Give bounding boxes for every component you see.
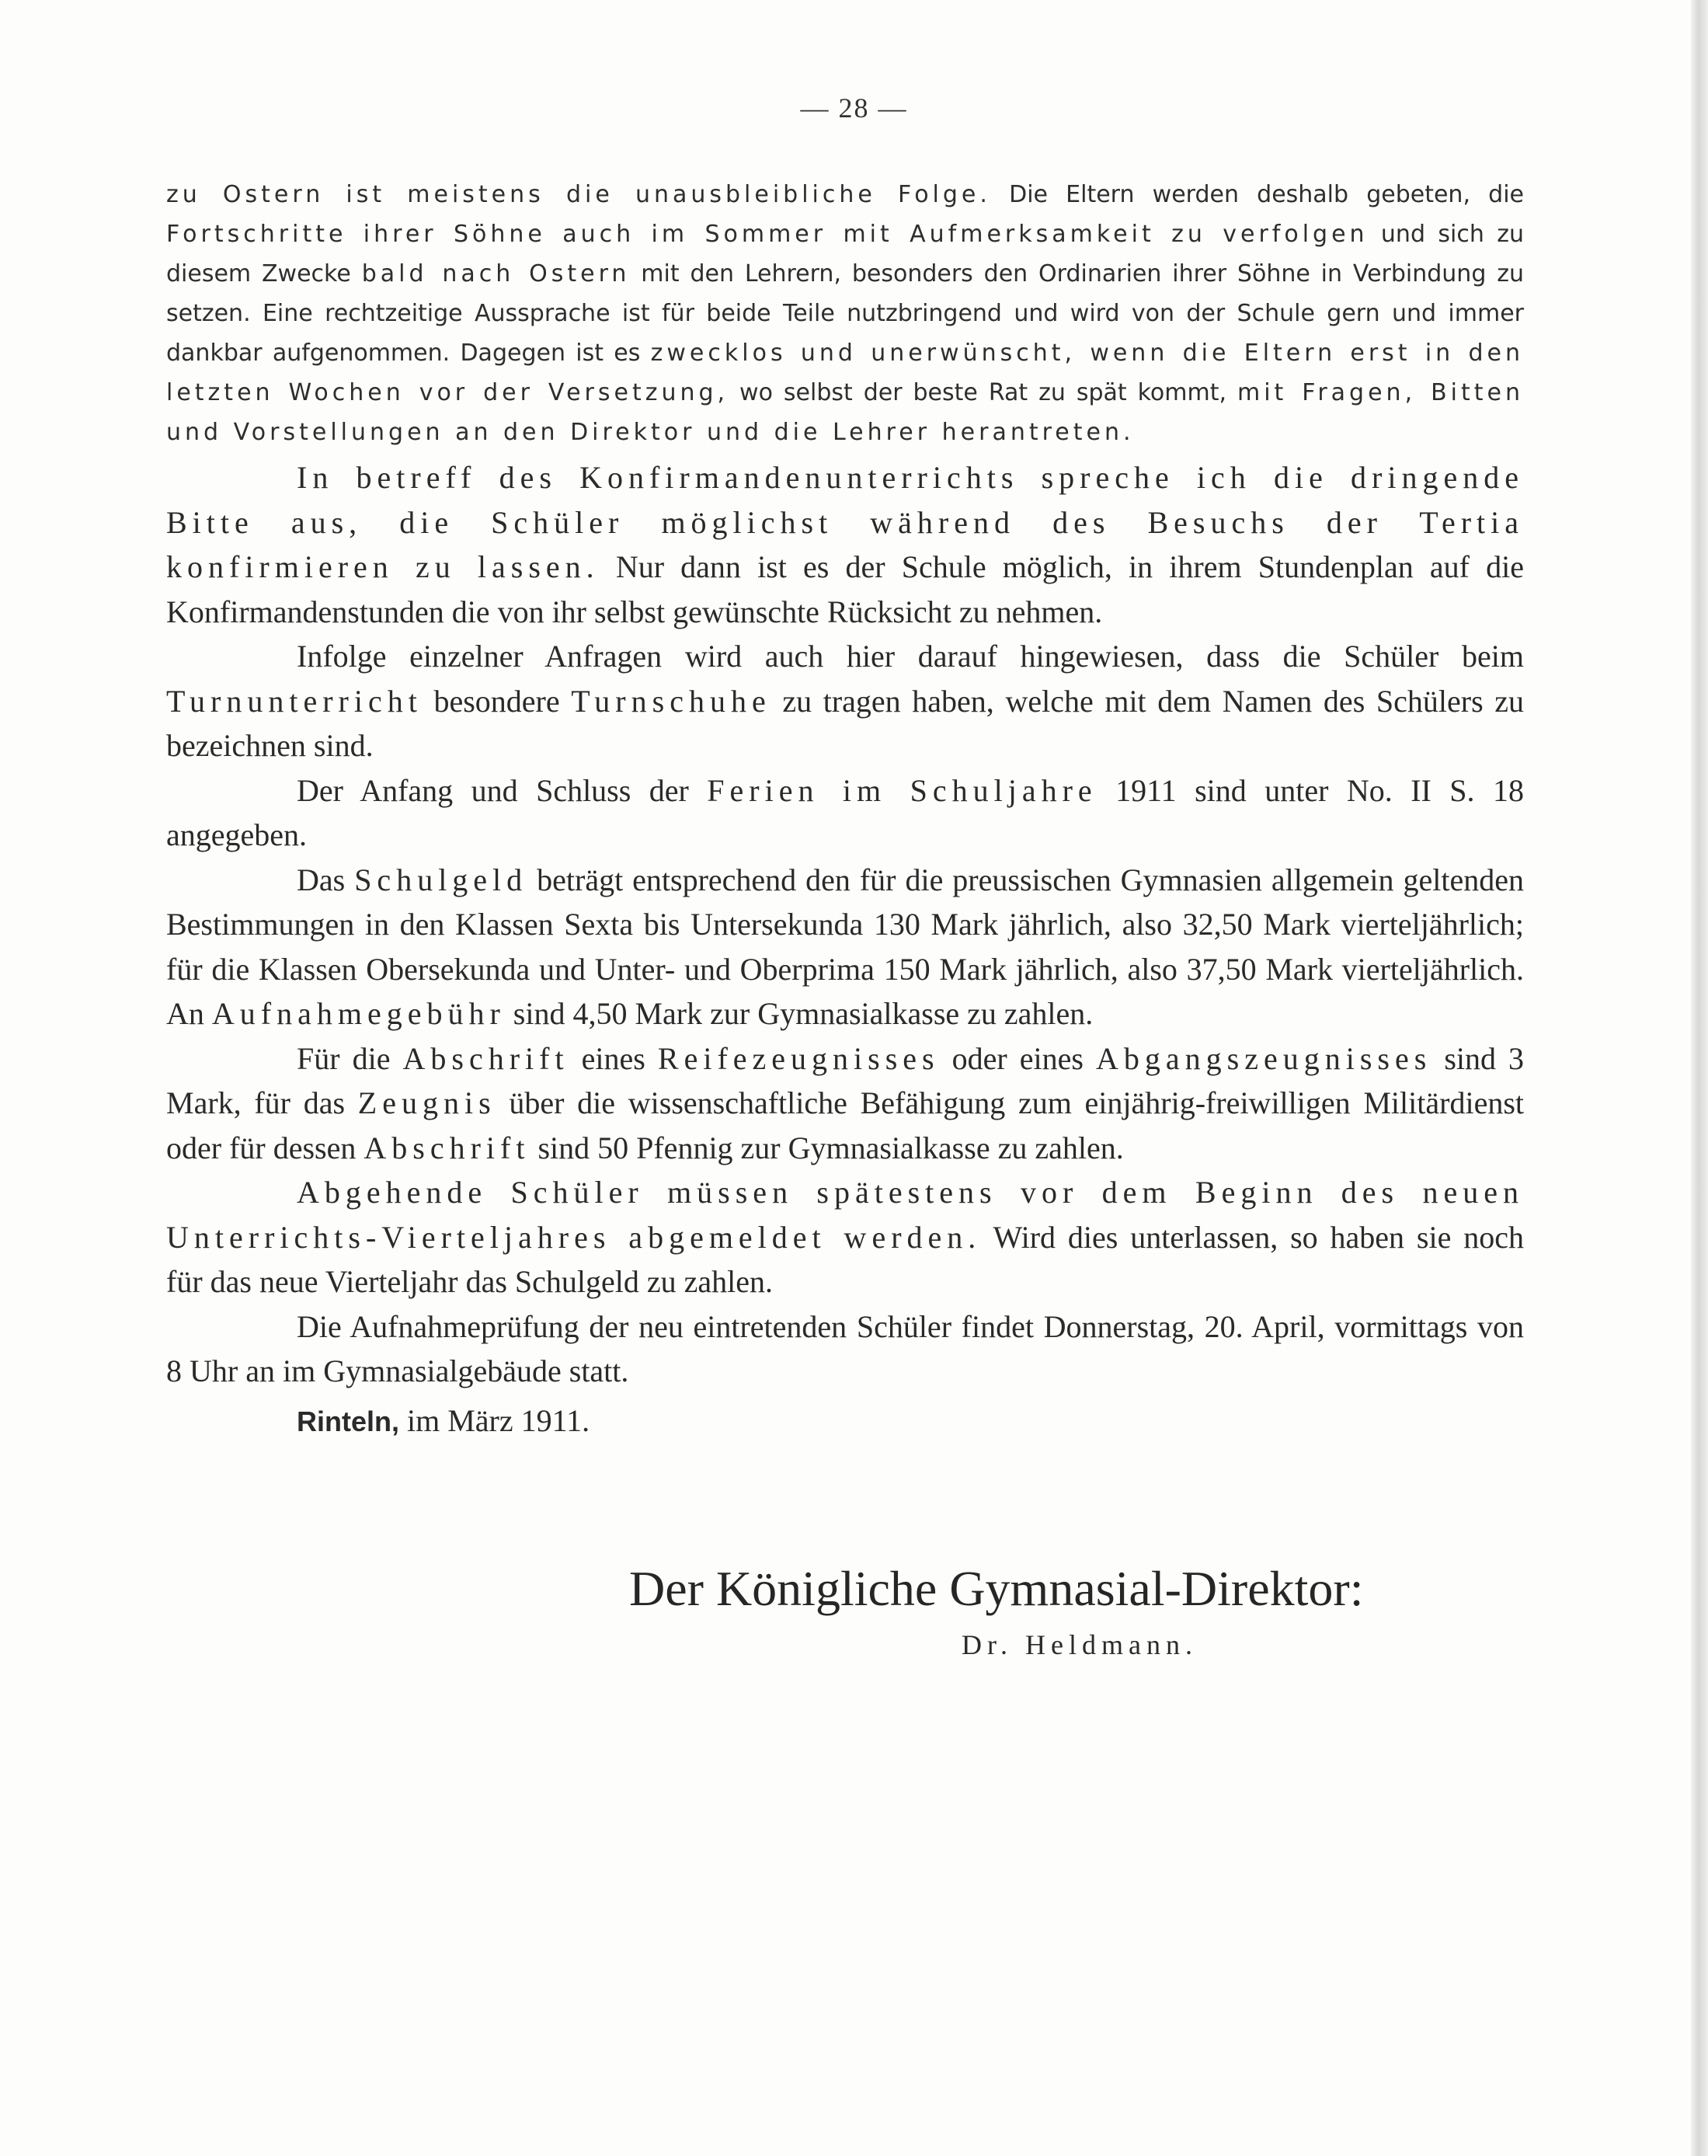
- paragraph-text: oder eines: [951, 1040, 1084, 1076]
- document-body: [166, 175, 1524, 1444]
- paragraph-text: Reifezeugnisses: [657, 1040, 940, 1076]
- place-name: Rinteln,: [297, 1405, 399, 1437]
- intro-text: mit Fragen, Bitten und Vorstellungen an den Direktor und die Lehrer herantreten.: [166, 379, 1524, 446]
- paragraph-schulgeld: [166, 858, 1524, 1036]
- paragraph-text: eines: [581, 1040, 645, 1076]
- paragraph-text: besondere: [433, 683, 560, 719]
- intro-text: bald nach Ostern: [361, 260, 631, 287]
- paragraph-text: sind 3 Mark, für das: [166, 1040, 1525, 1120]
- intro-text: Dagegen ist es: [460, 340, 641, 367]
- paragraph-aufnahmepruefung: Die Aufnahmeprüfung der neu eintretenden Schüler findet Donnerstag, 20. April, vormittags von 8 Uhr an im Gymnasialgebäude statt.: [166, 1308, 1524, 1388]
- paragraph-text: Abgehende Schüler müssen spätestens vor dem Beginn des neuen Unterrichts-Vierteljahres abgemeldet werden.: [166, 1175, 1524, 1255]
- paragraph-text: Aufnahmegebühr: [211, 996, 506, 1031]
- paragraph-ferien: [166, 768, 1524, 858]
- page-number: — 28 —: [800, 92, 908, 124]
- paragraph-text: zu tragen haben, welche mit dem Namen des Schülers zu bezeichnen sind.: [166, 683, 1525, 763]
- paragraph-text: Der Anfang und Schluss der: [297, 772, 689, 808]
- paragraph-text: sind 50 Pfennig zur Gymnasialkasse zu zahlen.: [537, 1130, 1124, 1165]
- paragraph-text: Infolge einzelner Anfragen wird auch hier darauf hingewiesen, dass die Schüler beim: [297, 639, 1524, 674]
- intro-text: zwecklos und unerwünscht, wenn die Eltern erst in den letzten Wochen vor der Versetzung,: [166, 340, 1524, 406]
- paragraph-konfirmation: [166, 455, 1524, 634]
- paragraph-text: Turnunterricht: [166, 683, 423, 719]
- paragraph-text: Turnschuhe: [571, 683, 771, 719]
- intro-text: mit den Lehrern, besonders den Ordinarien ihrer Söhne in Verbindung zu setzen. Eine rechtzeitige Aussprache ist für beide Teile nutzbringend und wird von der Schule gern und immer dankbar aufgenommen.: [166, 260, 1524, 367]
- paragraph-text: 1911 sind unter No. II S. 18 angegeben.: [166, 772, 1524, 852]
- intro-paragraph: [166, 175, 1524, 452]
- paragraph-abschrift: [166, 1036, 1524, 1171]
- scan-edge-shadow: [1691, 0, 1708, 2156]
- paragraph-text: In betreff des Konfirmandenunterrichts spreche ich die dringende Bitte aus, die Schüler möglichst während des Besuchs der Tertia konfirmieren zu lassen.: [166, 460, 1524, 584]
- date-text: im März 1911.: [407, 1402, 590, 1438]
- intro-text: wo selbst der beste Rat zu spät kommt,: [739, 379, 1227, 406]
- paragraph-turnen: [166, 634, 1524, 768]
- intro-text: Die Eltern werden deshalb gebeten, die: [1009, 181, 1524, 208]
- paragraph-text: sind 4,50 Mark zur Gymnasialkasse zu zahlen.: [513, 996, 1094, 1031]
- intro-text: und sich zu diesem Zwecke: [166, 221, 1524, 287]
- paragraph-text: Für die: [297, 1040, 391, 1076]
- intro-text: zu Ostern ist meistens die unausbleibliche Folge.: [166, 181, 991, 208]
- place-date-line: [166, 1398, 1524, 1444]
- paragraph-text: Das: [297, 862, 346, 897]
- paragraph-text: Zeugnis: [357, 1085, 496, 1120]
- signature-name: Dr. Heldmann.: [962, 1629, 1198, 1660]
- paragraph-text: Schulgeld: [354, 862, 528, 897]
- signature-title: Der Königliche Gymnasial-Direktor:: [629, 1561, 1364, 1616]
- paragraph-text: Abgangszeugnisses: [1096, 1040, 1432, 1076]
- paragraph-text: Abschrift: [402, 1040, 569, 1076]
- paragraph-abmeldung: [166, 1170, 1524, 1304]
- paragraph-text: über die wissenschaftliche Befähigung zum einjährig-freiwilligen Militärdienst oder für dessen: [166, 1085, 1525, 1165]
- paragraph-text: Ferien im Schuljahre: [707, 772, 1098, 808]
- paragraph-text: Nur dann ist es der Schule möglich, in ihrem Stundenplan auf die Konfirmandenstunden die von ihr selbst gewünschte Rücksicht zu nehmen.: [166, 549, 1525, 629]
- paragraph-text: Abschrift: [364, 1130, 530, 1165]
- paragraph-text: beträgt entsprechend den für die preussischen Gymnasien allgemein geltenden Bestimmungen in den Klassen Sexta bis Untersekunda 130 Mark jährlich, also 32,50 Mark vierteljährlich; für die Klassen Obersekunda und Unter- und Oberprima 150 Mark jährlich, also 37,50 Mark vierteljährlich. An: [166, 862, 1524, 1031]
- intro-text: Fortschritte ihrer Söhne auch im Sommer mit Aufmerksamkeit zu verfolgen: [166, 221, 1369, 248]
- paragraph-text: Wird dies unterlassen, so haben sie noch für das neue Vierteljahr das Schulgeld zu zahlen.: [166, 1219, 1524, 1299]
